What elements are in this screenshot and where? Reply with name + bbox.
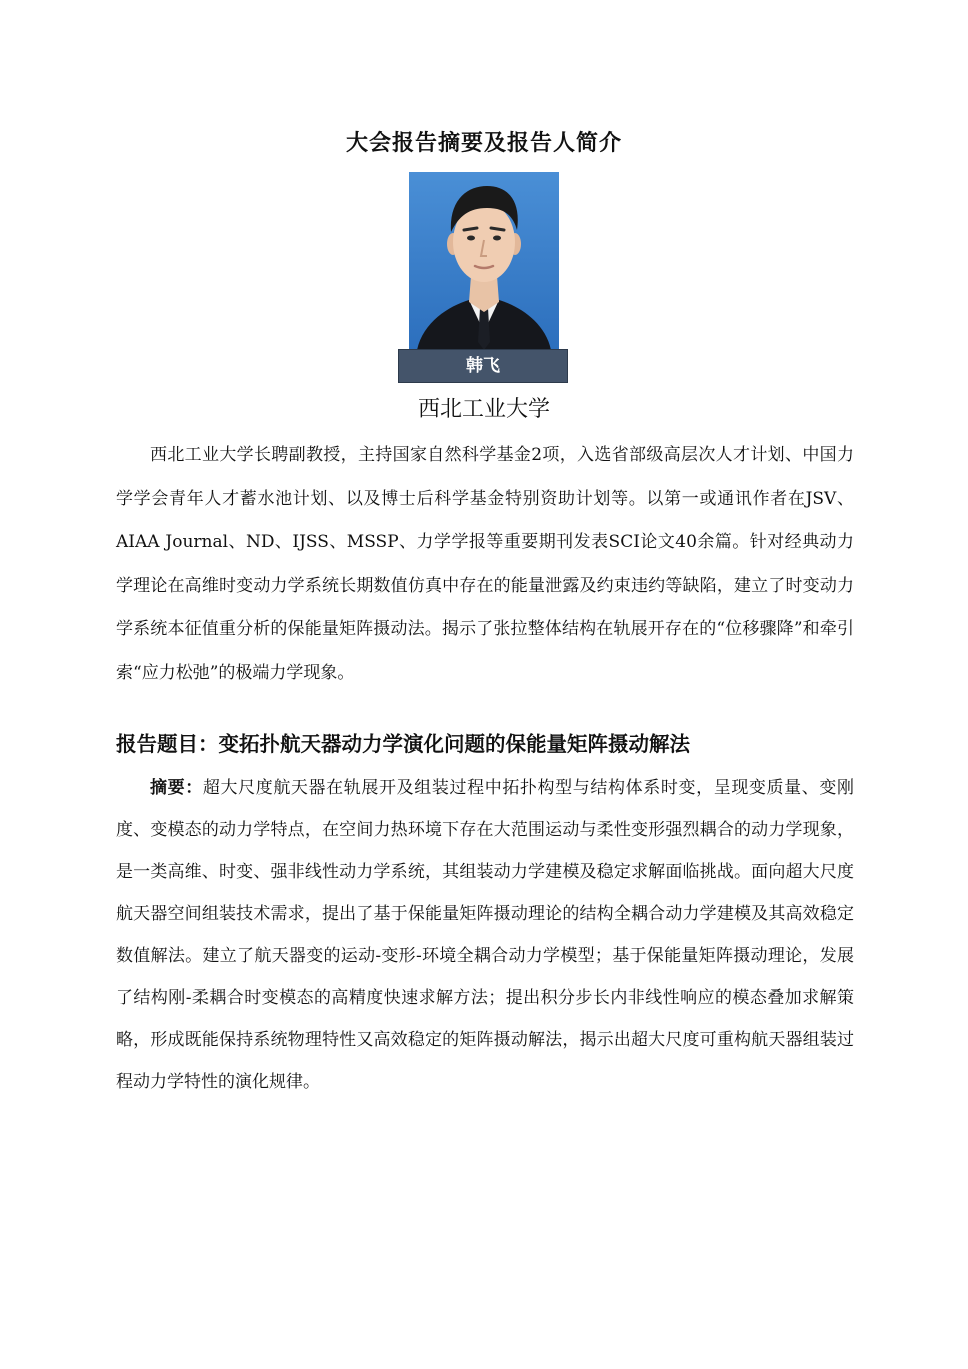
abstract-label: 摘要： <box>150 778 203 798</box>
report-abstract <box>116 767 854 1103</box>
abstract-text: 超大尺度航天器在轨展开及组装过程中拓扑构型与结构体系时变，呈现变质量、变刚度、变模态的动力学特点，在空间力热环境下存在大范围运动与柔性变形强烈耦合的动力学现象，是一类高维、时变、强非线性动力学系统，其组装动力学建模及稳定求解面临挑战。面向超大尺度航天器空间组装技术需求，提出了基于保能量矩阵摄动理论的结构全耦合动力学建模及其高效稳定数值解法。建立了航天器变的运动-变形-环境全耦合动力学模型；基于保能量矩阵摄动理论，发展了结构刚-柔耦合时变模态的高精度快速求解方法；提出积分步长内非线性响应的模态叠加求解策略，形成既能保持系统物理特性又高效稳定的矩阵摄动解法，揭示出超大尺度可重构航天器组装过程动力学特性的演化规律。 <box>116 778 855 1092</box>
speaker-bio: 西北工业大学长聘副教授，主持国家自然科学基金2项，入选省部级高层次人才计划、中国力学学会青年人才蓄水池计划、以及博士后科学基金特别资助计划等。以第一或通讯作者在JSV、AIAA Journal、ND、IJSS、MSSP、力学学报等重要期刊发表SCI论文40余篇。针对经典动力学理论在高维时变动力学系统长期数值仿真中存在的能量泄露及约束违约等缺陷，建立了时变动力学系统本征值重分析的保能量矩阵摄动法。揭示了张拉整体结构在轨展开存在的“位移骤降”和牵引索“应力松弛”的极端力学现象。 <box>116 445 854 683</box>
speaker-name-plate: 韩飞 <box>398 349 568 383</box>
speaker-affiliation: 西北工业大学 <box>417 397 550 422</box>
speaker-portrait-image <box>409 172 559 350</box>
report-title: 报告题目：变拓扑航天器动力学演化问题的保能量矩阵摄动解法 <box>116 732 690 756</box>
page-title: 大会报告摘要及报告人简介 <box>345 130 622 156</box>
speaker-photo <box>409 172 559 350</box>
